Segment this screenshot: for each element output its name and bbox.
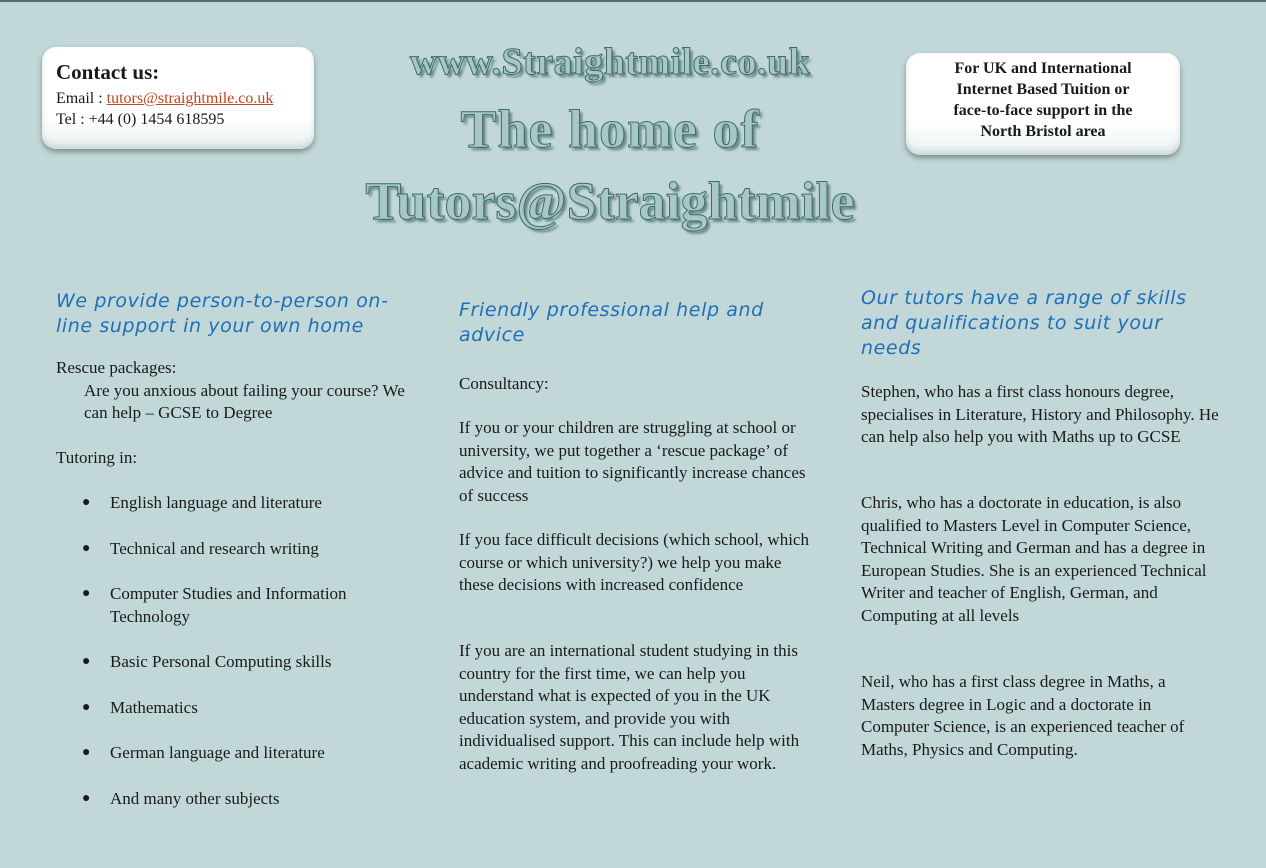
subject-label: And many other subjects xyxy=(110,788,280,808)
service-area-line: Internet Based Tuition or xyxy=(956,81,1130,98)
site-url-heading: www.Straightmile.co.uk xyxy=(409,41,811,83)
bullet-icon: ● xyxy=(82,586,91,601)
tutor-bio: Chris, who has a doctorate in education, is also qualified to Masters Level in Computer Science, Technical Writing and German and has a degree in European Studies. She is an experienced Technical Writer and teacher of English, German, and Computing at all levels xyxy=(861,493,1207,625)
list-item xyxy=(56,538,416,561)
email-line xyxy=(56,88,300,109)
top-rule xyxy=(0,0,1266,2)
tutor-bio: Stephen, who has a first class honours degree, specialises in Literature, History and Philosophy. He can help also help you with Maths up to GCSE xyxy=(861,382,1219,446)
list-item xyxy=(56,651,416,674)
bullet-icon: ● xyxy=(82,699,91,715)
service-area-line: For UK and International xyxy=(954,60,1132,77)
service-area-line: face-to-face support in the xyxy=(953,102,1133,119)
list-item xyxy=(56,697,416,720)
email-label: Email : xyxy=(56,90,107,107)
rescue-text: Are you anxious about failing your course? We can help – GCSE to Degree xyxy=(84,380,405,422)
subject-label: Mathematics xyxy=(110,697,198,717)
email-link[interactable]: tutors@straightmile.co.uk xyxy=(106,90,274,107)
contact-title: Contact us: xyxy=(56,60,160,84)
subject-list xyxy=(56,492,416,810)
service-area-line: North Bristol area xyxy=(980,123,1106,140)
phone-line: Tel : +44 (0) 1454 618595 xyxy=(56,111,225,128)
list-item xyxy=(56,492,416,515)
subject-label: German language and literature xyxy=(110,743,325,762)
bullet-icon: ● xyxy=(82,654,91,669)
list-item xyxy=(56,742,416,765)
tutors-heading: Our tutors have a range of skills and qualifications to suit your needs xyxy=(861,287,1187,359)
bullet-icon: ● xyxy=(82,495,91,510)
tutor-bio: Neil, who has a first class degree in Maths, a Masters degree in Logic and a doctorate in Computer Science, is an experienced teacher of Maths, Physics and Computing. xyxy=(861,672,1185,759)
consultancy-paragraph: If you face difficult decisions (which school, which course or which university?) we help you make these decisions with increased confidence xyxy=(459,530,809,594)
tutoring-label: Tutoring in: xyxy=(56,448,138,467)
list-item xyxy=(56,788,416,811)
consultancy-label: Consultancy: xyxy=(459,374,549,393)
consultancy-paragraph: If you are an international student studying in this country for the first time, we can help you understand what is expected of you in the UK education system, and provide you with individualised support. This can include help with academic writing and proofreading your work. xyxy=(459,641,800,773)
subject-label: Computer Studies and Information Technology xyxy=(110,584,347,626)
bullet-icon: ● xyxy=(82,745,91,760)
bullet-icon: ● xyxy=(82,790,91,806)
consultancy-paragraph: If you or your children are struggling at school or university, we put together a ‘rescue package’ of advice and tuition to significantly increase chances of success xyxy=(459,418,806,505)
subject-label: English language and literature xyxy=(110,493,322,512)
consultancy-heading: Friendly professional help and advice xyxy=(459,299,764,346)
rescue-label: Rescue packages: xyxy=(56,358,177,377)
contact-box xyxy=(42,47,314,149)
headline-line-1: The home of xyxy=(460,99,760,159)
service-area-box xyxy=(906,53,1180,155)
services-heading: We provide person-to-person on-line support in your own home xyxy=(56,290,389,337)
rescue-packages xyxy=(56,357,416,425)
list-item xyxy=(56,583,416,628)
headline-line-2: Tutors@Straightmile xyxy=(365,171,855,231)
subject-label: Technical and research writing xyxy=(110,538,319,558)
bullet-icon: ● xyxy=(82,540,91,556)
subject-label: Basic Personal Computing skills xyxy=(110,652,332,671)
